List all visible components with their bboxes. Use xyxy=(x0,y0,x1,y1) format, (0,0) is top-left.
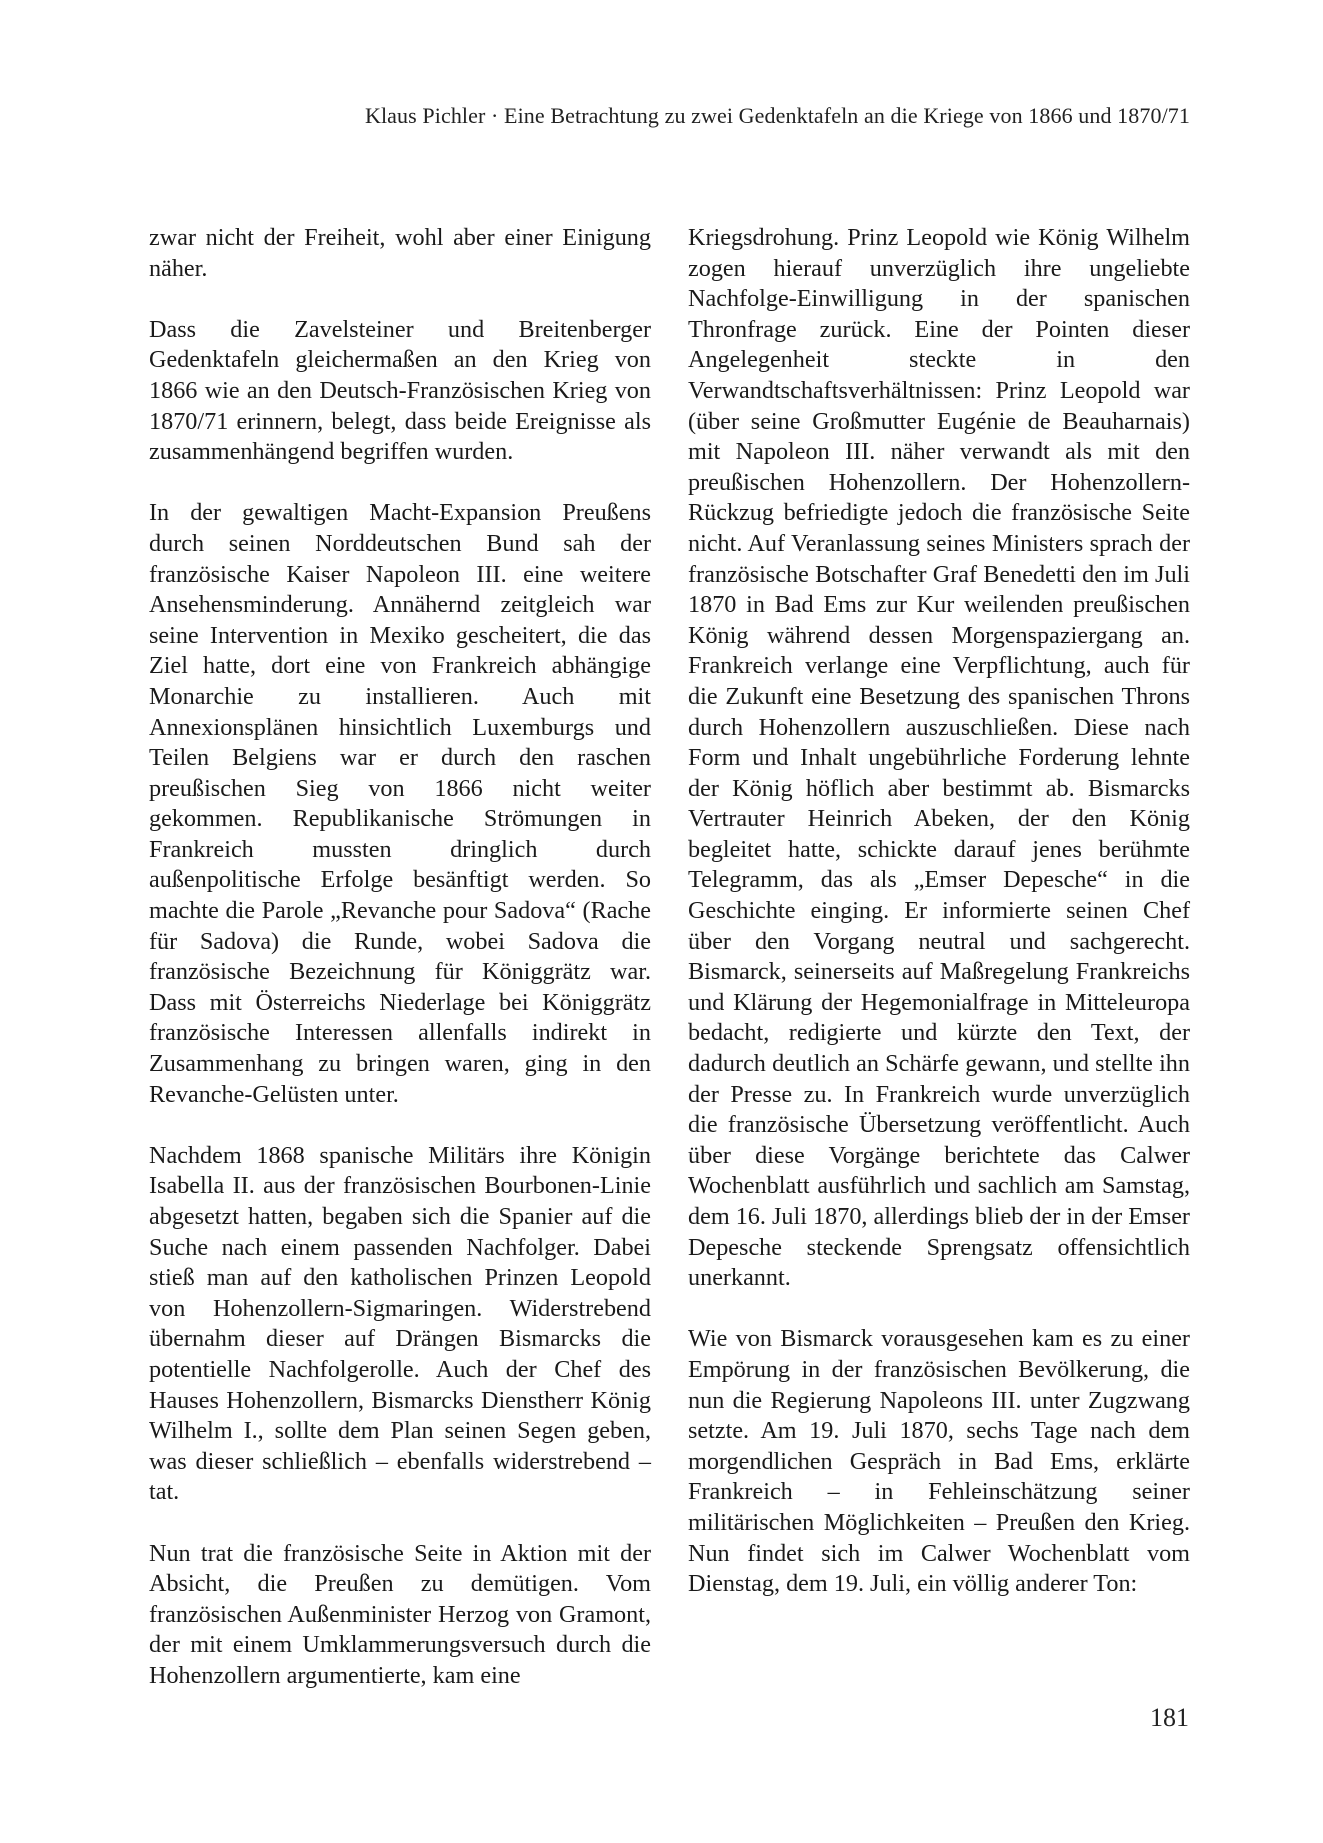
running-header: Klaus Pichler · Eine Betrachtung zu zwei Gedenktafeln an die Kriege von 1866 und 1870/71 xyxy=(364,103,1190,128)
paragraph: Dass die Zavelsteiner und Breitenberger Gedenktafeln gleichermaßen an den Krieg von 1866 wie an den Deutsch-Französischen Krieg von 1870/71 erinnern, belegt, dass beide Ereignisse als zusammenhängend begriffen wurden. xyxy=(149,315,651,466)
left-text-column xyxy=(149,223,651,1692)
paragraph: Nachdem 1868 spanische Militärs ihre Königin Isabella II. aus der französischen Bourbonen-Linie abgesetzt hatten, begaben sich die Spanier auf die Suche nach einem passenden Nachfolger. Dabei stieß man auf den katholischen Prinzen Leopold von Hohenzollern-Sigmaringen. Widerstrebend übernahm dieser auf Drängen Bismarcks die potentielle Nachfolgerolle. Auch der Chef des Hauses Hohenzollern, Bismarcks Dienstherr König Wilhelm I., sollte dem Plan seinen Segen geben, was dieser schließlich – ebenfalls widerstrebend – tat. xyxy=(149,1141,651,1506)
paragraph: zwar nicht der Freiheit, wohl aber einer Einigung näher. xyxy=(149,224,651,282)
paragraph: Wie von Bismarck vorausgesehen kam es zu einer Empörung in der französischen Bevölkerung, die nun die Regierung Napoleons III. unter Zugzwang setzte. Am 19. Juli 1870, sechs Tage nach dem morgendlichen Gespräch in Bad Ems, erklärte Frankreich – in Fehleinschätzung seiner militärischen Möglichkeiten – Preußen den Krieg. Nun findet sich im Calwer Wochenblatt vom Dienstag, dem 19. Juli, ein völlig anderer Ton: xyxy=(688,1325,1190,1598)
paragraph: In der gewaltigen Macht-Expansion Preußens durch seinen Norddeutschen Bund sah der französische Kaiser Napoleon III. eine weitere Ansehensminderung. Annähernd zeitgleich war seine Intervention in Mexiko gescheitert, die das Ziel hatte, dort eine von Frankreich abhängige Monarchie zu installieren. Auch mit Annexionsplänen hinsichtlich Luxemburgs und Teilen Belgiens war er durch den raschen preußischen Sieg von 1866 nicht weiter gekommen. Republikanische Strömungen in Frankreich mussten dringlich durch außenpolitische Erfolge besänftigt werden. So machte die Parole „Revanche pour Sadova“ (Rache für Sadova) die Runde, wobei Sadova die französische Bezeichnung für Königgrätz war. Dass mit Österreichs Niederlage bei Königgrätz französische Interessen allenfalls indirekt in Zusammenhang zu bringen waren, ging in den Revanche-Gelüsten unter. xyxy=(149,499,651,1108)
paragraph: Kriegsdrohung. Prinz Leopold wie König Wilhelm zogen hierauf unverzüglich ihre ungeliebte Nachfolge-Einwilligung in der spanischen Thronfrage zurück. Eine der Pointen dieser Angelegenheit steckte in den Verwandtschaftsverhältnissen: Prinz Leopold war (über seine Großmutter Eugénie de Beauharnais) mit Napoleon III. näher verwandt als mit den preußischen Hohenzollern. Der Hohenzollern-Rückzug befriedigte jedoch die französische Seite nicht. Auf Veranlassung seines Ministers sprach der französische Botschafter Graf Benedetti den im Juli 1870 in Bad Ems zur Kur weilenden preußischen König während dessen Morgenspaziergang an. Frankreich verlange eine Verpflichtung, auch für die Zukunft eine Besetzung des spanischen Throns durch Hohenzollern auszuschließen. Diese nach Form und Inhalt ungebührliche Forderung lehnte der König höflich aber bestimmt ab. Bismarcks Vertrauter Heinrich Abeken, der den König begleitet hatte, schickte darauf jenes berühmte Telegramm, das als „Emser Depesche“ in die Geschichte einging. Er informierte seinen Chef über den Vorgang neutral und sachgerecht. Bismarck, seinerseits auf Maßregelung Frankreichs und Klärung der Hegemonialfrage in Mitteleuropa bedacht, redigierte und kürzte den Text, der dadurch deutlich an Schärfe gewann, und stellte ihn der Presse zu. In Frankreich wurde unverzüglich die französische Übersetzung veröffentlicht. Auch über diese Vorgänge berichtete das Calwer Wochenblatt ausführlich und sachlich am Samstag, dem 16. Juli 1870, allerdings blieb der in der Emser Depesche steckende Sprengsatz offensichtlich unerkannt. xyxy=(688,224,1190,1292)
paragraph: Nun trat die französische Seite in Aktion mit der Absicht, die Preußen zu demütigen. Vom französischen Außenminister Herzog von Gramont, der mit einem Umklammerungsversuch durch die Hohenzollern argumentierte, kam eine xyxy=(149,1539,651,1689)
right-text-column xyxy=(688,223,1190,1600)
page-number: 181 xyxy=(1150,1703,1189,1732)
